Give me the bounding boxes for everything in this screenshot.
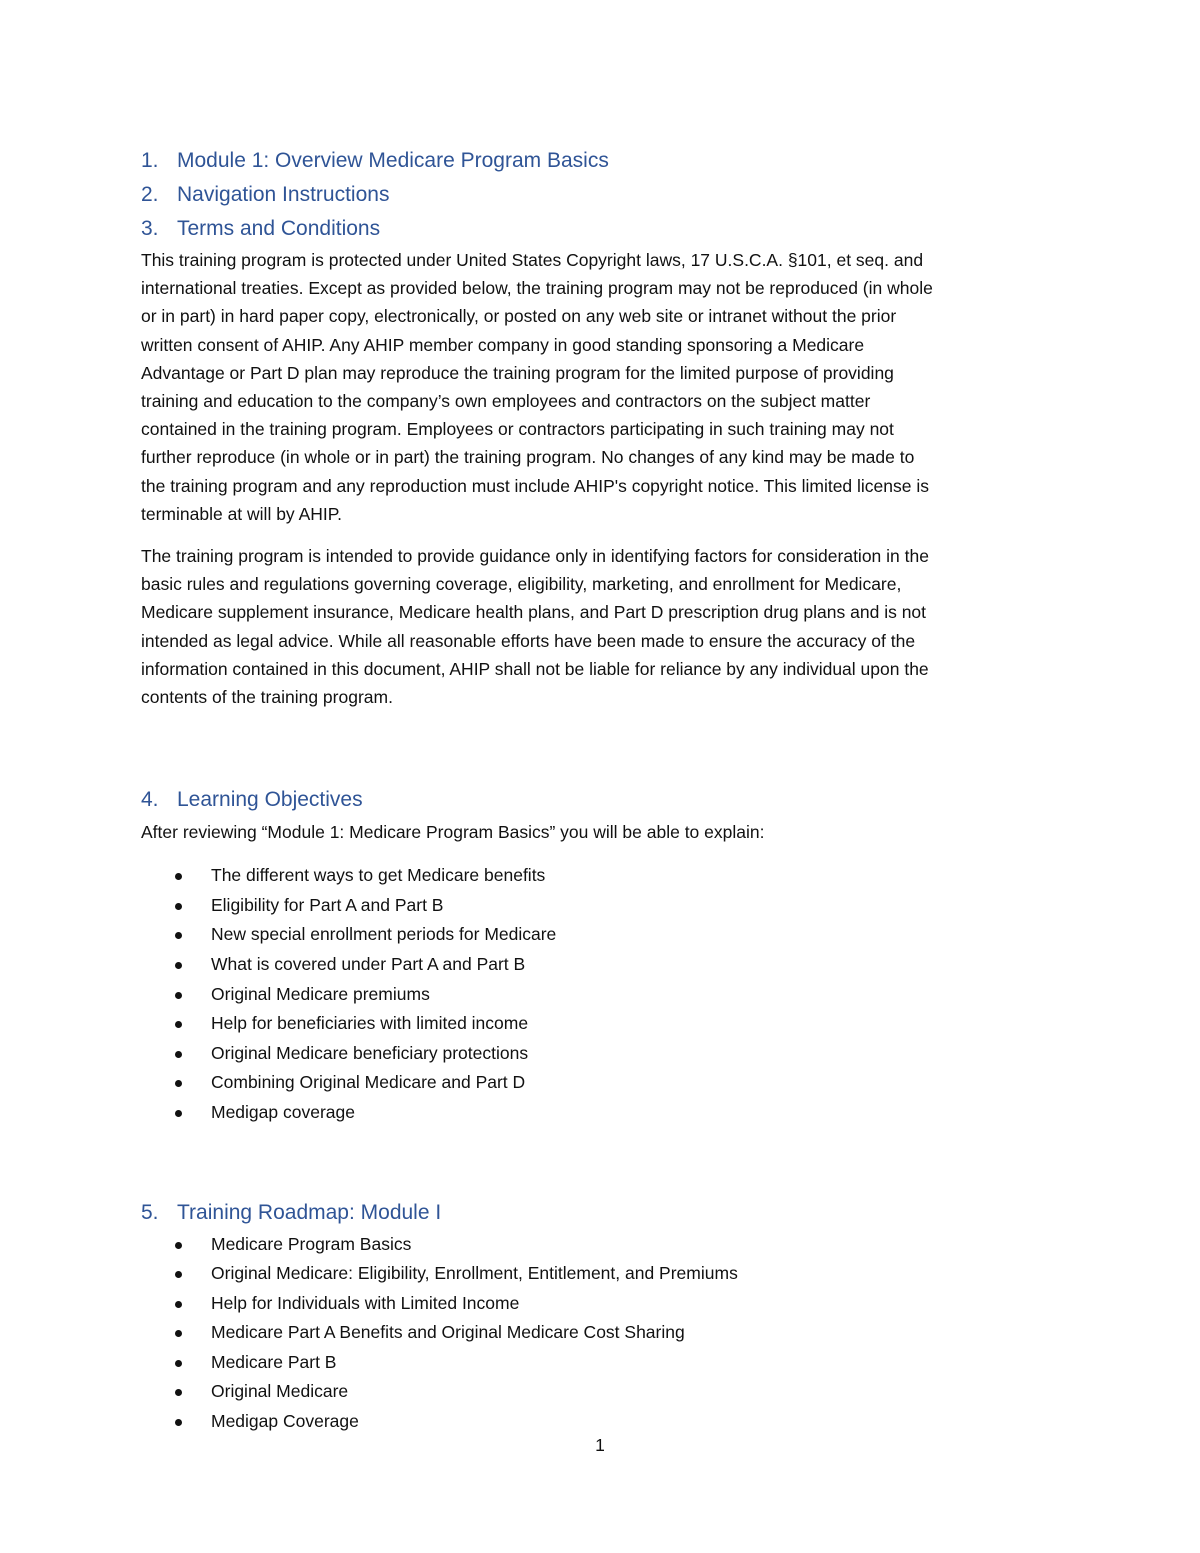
toc-number: 2. (141, 183, 159, 206)
list-item-text: What is covered under Part A and Part B (211, 954, 526, 975)
text-line: Advantage or Part D plan may reproduce the training program for the limited purpose of providing (141, 362, 894, 383)
text-line: information contained in this document, AHIP shall not be liable for reliance by any individual upon the (141, 658, 929, 679)
document-content (141, 144, 1061, 1436)
list-item-text: Help for Individuals with Limited Income (211, 1292, 520, 1313)
list-item-text: Medigap Coverage (211, 1410, 359, 1431)
bullet-icon (175, 1360, 182, 1367)
list-item (141, 1318, 1061, 1348)
list-item (141, 1009, 1061, 1039)
list-item (141, 1259, 1061, 1289)
list-item (141, 1230, 1061, 1260)
text-line: contained in the training program. Employees or contractors participating in such training may not (141, 419, 894, 440)
toc-heading-3 (141, 212, 1061, 246)
toc-title: Navigation Instructions (177, 183, 390, 206)
list-item-text: Eligibility for Part A and Part B (211, 894, 444, 915)
text-line: basic rules and regulations governing coverage, eligibility, marketing, and enrollment for Medicare, (141, 574, 902, 595)
roadmap-heading (141, 1196, 1061, 1230)
list-item-text: Original Medicare: Eligibility, Enrollment, Entitlement, and Premiums (211, 1263, 738, 1284)
bullet-icon (175, 1242, 182, 1249)
terms-paragraph-2 (141, 542, 1061, 711)
toc-title: Terms and Conditions (177, 217, 381, 240)
learning-objectives-heading (141, 783, 1061, 817)
section-number: 5. (141, 1200, 159, 1224)
list-item (141, 1377, 1061, 1407)
bullet-icon (175, 1051, 182, 1058)
list-item (141, 920, 1061, 950)
bullet-icon (175, 903, 182, 910)
text-line: international treaties. Except as provided below, the training program may not be reproduced (in whole (141, 278, 933, 299)
list-item-text: Original Medicare beneficiary protections (211, 1042, 529, 1063)
bullet-icon (175, 1080, 182, 1087)
list-item-text: New special enrollment periods for Medicare (211, 924, 557, 945)
list-item-text: Medigap coverage (211, 1102, 355, 1122)
toc-heading-2 (141, 178, 1061, 212)
list-item (141, 1039, 1061, 1069)
text-line: or in part) in hard paper copy, electronically, or posted on any web site or intranet without the prior (141, 306, 897, 327)
bullet-icon (175, 932, 182, 939)
text-line: the training program and any reproduction must include AHIP's copyright notice. This limited license is (141, 475, 929, 496)
text-line: This training program is protected under United States Copyright laws, 17 U.S.C.A. §101, et seq. and (141, 250, 924, 270)
list-item-text: Medicare Program Basics (211, 1233, 412, 1254)
terms-paragraph-1 (141, 246, 1061, 528)
text-line: contents of the training program. (141, 687, 393, 708)
bullet-icon (175, 1419, 182, 1426)
list-item-text: Original Medicare (211, 1381, 349, 1402)
section-title: Training Roadmap: Module I (177, 1200, 442, 1224)
text-line: training and education to the company’s own employees and contractors on the subject matter (141, 391, 871, 412)
list-item-text: Combining Original Medicare and Part D (211, 1072, 526, 1093)
list-item (141, 1098, 1061, 1128)
list-item (141, 1348, 1061, 1378)
bullet-icon (175, 992, 182, 999)
toc-number: 3. (141, 217, 159, 240)
section-title: Learning Objectives (177, 788, 363, 812)
text-line: The training program is intended to provide guidance only in identifying factors for consideration in the (141, 546, 929, 567)
learning-objectives-list (141, 861, 1061, 1127)
list-item-text: Help for beneficiaries with limited income (211, 1013, 529, 1034)
list-item (141, 891, 1061, 921)
toc-heading-1 (141, 144, 1061, 178)
bullet-icon (175, 873, 182, 880)
bullet-icon (175, 1330, 182, 1337)
list-item-text: Medicare Part B (211, 1351, 337, 1372)
list-item (141, 861, 1061, 891)
list-item (141, 950, 1061, 980)
list-item (141, 1068, 1061, 1098)
roadmap-list (141, 1230, 1061, 1437)
text-line: Medicare supplement insurance, Medicare health plans, and Part D prescription drug plans and is not (141, 602, 927, 623)
text-line: written consent of AHIP. Any AHIP member company in good standing sponsoring a Medicare (141, 334, 865, 355)
toc-title: Module 1: Overview Medicare Program Basics (177, 149, 609, 172)
bullet-icon (175, 1389, 182, 1396)
page-number: 1 (595, 1435, 605, 1455)
learning-objectives-intro: After reviewing “Module 1: Medicare Program Basics” you will be able to explain: (141, 822, 765, 843)
toc-number: 1. (141, 149, 159, 172)
bullet-icon (175, 1271, 182, 1278)
text-line: terminable at will by AHIP. (141, 503, 343, 524)
bullet-icon (175, 1110, 182, 1117)
list-item (141, 980, 1061, 1010)
list-item (141, 1407, 1061, 1437)
list-item-text: Original Medicare premiums (211, 983, 430, 1004)
section-number: 4. (141, 788, 159, 812)
roadmap-section (141, 1196, 1061, 1437)
text-line: intended as legal advice. While all reasonable efforts have been made to ensure the accuracy of the (141, 630, 916, 651)
list-item (141, 1289, 1061, 1319)
bullet-icon (175, 1021, 182, 1028)
list-item-text: The different ways to get Medicare benefits (211, 865, 546, 886)
bullet-icon (175, 962, 182, 969)
list-item-text: Medicare Part A Benefits and Original Medicare Cost Sharing (211, 1322, 685, 1343)
text-line: further reproduce (in whole or in part) the training program. No changes of any kind may be made to (141, 447, 915, 468)
bullet-icon (175, 1301, 182, 1308)
